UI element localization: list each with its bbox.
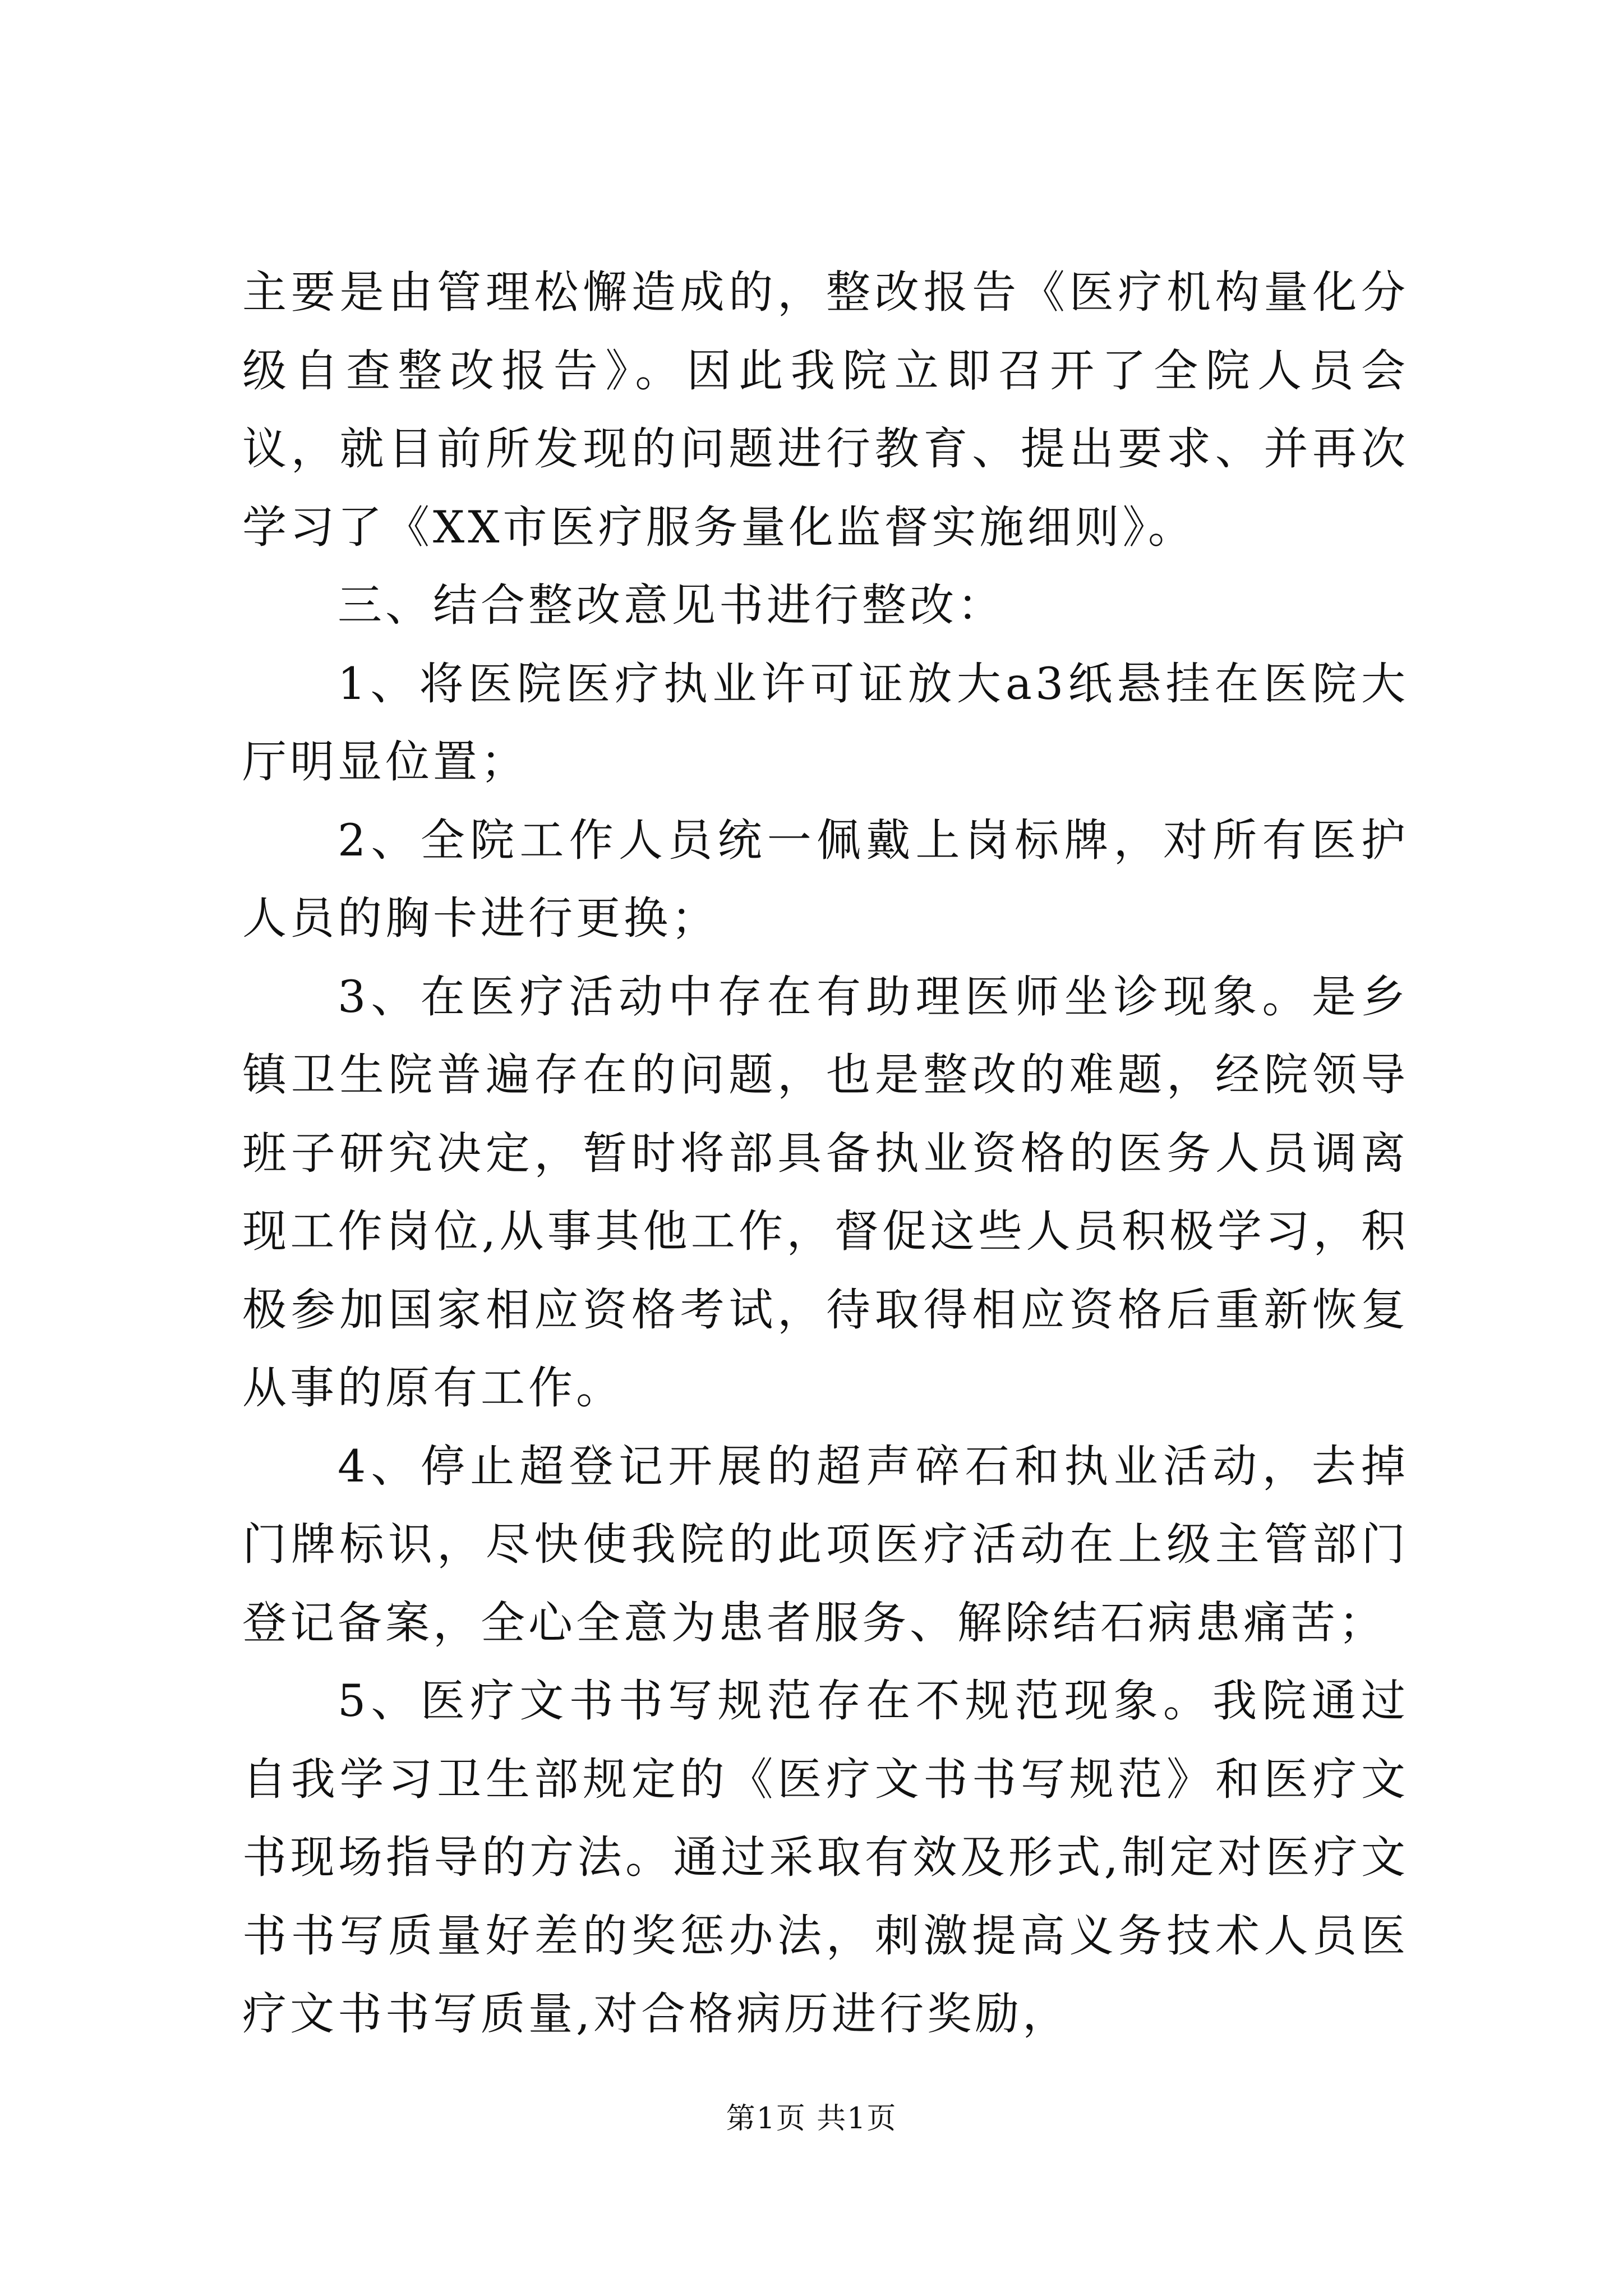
paragraph-item-4: 4、停止超登记开展的超声碎石和执业活动，去掉门牌标识，尽快使我院的此项医疗活动在上级主管部门登记备案，全心全意为患者服务、解除结石病患痛苦；: [242, 1440, 1409, 1649]
paragraph-item-1: 1、将医院医疗执业许可证放大a3纸悬挂在医院大厅明显位置；: [242, 657, 1409, 788]
paragraph-1: 主要是由管理松懈造成的，整改报告《医疗机构量化分级自查整改报告》。因此我院立即召开了全院人员会议，就目前所发现的问题进行教育、提出要求、并再次学习了《XX市医疗服务量化监督实施细则》。: [242, 266, 1409, 553]
paragraph-item-2: 2、全院工作人员统一佩戴上岗标牌，对所有医护人员的胸卡进行更换；: [242, 814, 1409, 944]
paragraph-item-3: 3、在医疗活动中存在有助理医师坐诊现象。是乡镇卫生院普遍存在的问题，也是整改的难题，经院领导班子研究决定，暂时将部具备执业资格的医务人员调离现工作岗位,从事其他工作，督促这些人员积极学习，积极参加国家相应资格考试，待取得相应资格后重新恢复从事的原有工作。: [242, 970, 1409, 1414]
page-number-label: 第1页 共1页: [726, 2102, 897, 2136]
paragraph-section-heading: 三、结合整改意见书进行整改：: [338, 579, 1005, 631]
page-footer: [0, 2099, 1623, 2138]
paragraph-item-5: 5、医疗文书书写规范存在不规范现象。我院通过自我学习卫生部规定的《医疗文书书写规范》和医疗文书现场指导的方法。通过采取有效及形式,制定对医疗文书书写质量好差的奖惩办法，刺激提高义务技术人员医疗文书书写质量,对合格病历进行奖励，: [242, 1675, 1409, 2040]
document-body: [242, 254, 1409, 2054]
